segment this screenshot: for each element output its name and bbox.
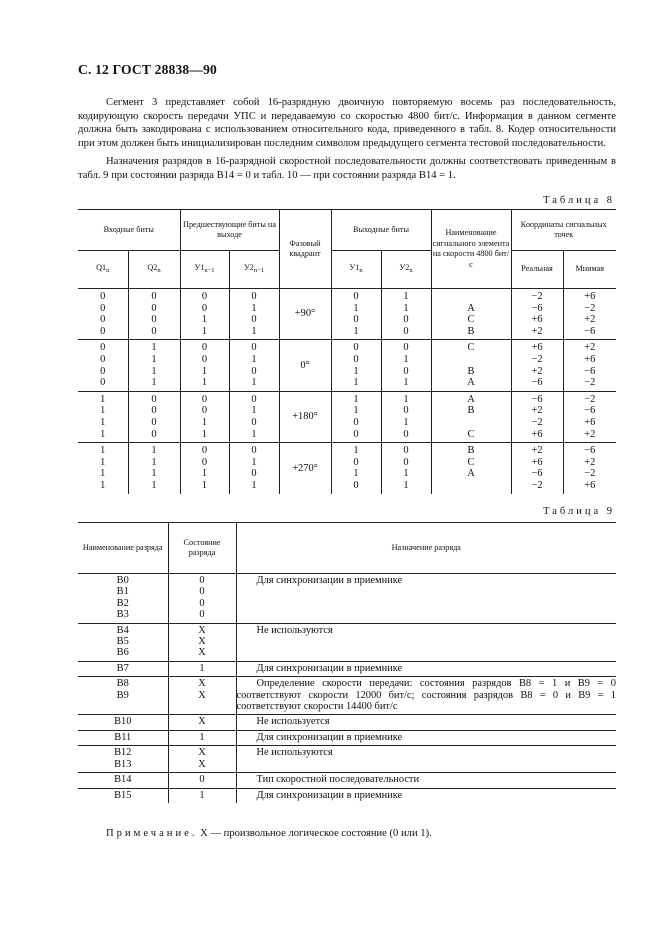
bit-purpose-cell — [236, 574, 616, 624]
cell-value: 0 — [201, 393, 208, 405]
cell-value: 0 — [201, 353, 208, 365]
table-9-caption: Таблица 9 — [543, 506, 615, 517]
bit-purpose-cell — [236, 661, 616, 676]
cell-value: 1 — [353, 445, 359, 457]
cell-value: +2 — [531, 325, 543, 337]
cell-value: 0 — [201, 445, 208, 457]
cell-value: С — [467, 342, 475, 354]
cell-value: 0 — [353, 416, 359, 428]
bit-purpose-cell — [236, 773, 616, 788]
cell-value: 1 — [251, 456, 257, 468]
cell-value: +6 — [584, 479, 596, 491]
cell-value: 0 — [100, 325, 106, 337]
cell-value: 1 — [201, 365, 208, 377]
cell-value: 1 — [151, 468, 157, 480]
table-9-row — [78, 623, 616, 661]
header-signal-element-name: Наименование сигнального элемента на скорости 4800 бит/с — [431, 210, 511, 289]
cell-value: +2 — [584, 428, 596, 440]
table-8-cell — [431, 391, 511, 442]
cell-value: 0 — [251, 445, 257, 457]
table-8-cell — [563, 340, 616, 391]
bit-purpose: Не используются — [256, 624, 333, 636]
cell-value: 0 — [151, 405, 157, 417]
cell-value: 1 — [100, 456, 106, 468]
cell-value: 0 — [353, 479, 359, 491]
cell-value: −2 — [584, 302, 596, 314]
table-8-cell — [511, 443, 563, 494]
bit-purpose: Для синхронизации в приемнике — [256, 789, 403, 801]
page-header: С. 12 ГОСТ 28838—90 — [78, 62, 217, 77]
cell-value: 1 — [201, 325, 208, 337]
bit-name-cell — [78, 746, 168, 773]
cell-value: +6 — [584, 291, 596, 302]
cell-value: 0 — [151, 314, 157, 326]
cell-value: 1 — [100, 428, 106, 440]
cell-value: 1 — [151, 479, 157, 491]
bit-state-cell — [168, 623, 236, 661]
bit-state: 1 — [199, 731, 205, 743]
bit-name: В13 — [114, 758, 132, 770]
cell-value: А — [467, 468, 475, 480]
cell-value: С — [467, 428, 475, 440]
note: Примечание. X — произвольное логическое состояние (0 или 1). — [106, 828, 432, 839]
table-8-cell — [229, 391, 279, 442]
cell-value: 0 — [151, 325, 157, 337]
bit-purpose: Не используются — [256, 747, 333, 759]
bit-state: 0 — [199, 774, 205, 786]
bit-name-cell — [78, 661, 168, 676]
cell-value: −2 — [584, 393, 596, 405]
bit-name: В8 — [116, 678, 129, 690]
table-9-row — [78, 788, 616, 803]
cell-value: 0 — [403, 325, 409, 337]
cell-value: +6 — [584, 353, 596, 365]
table-8-cell — [180, 443, 229, 494]
table-8-cell — [511, 340, 563, 391]
cell-value: −6 — [584, 405, 596, 417]
table-8-cell — [431, 340, 511, 391]
bit-name: В5 — [116, 636, 129, 648]
cell-value: 1 — [100, 416, 106, 428]
cell-value — [432, 291, 511, 303]
cell-value: −6 — [531, 468, 543, 480]
bit-name: В9 — [116, 689, 129, 701]
cell-value: 0 — [151, 416, 157, 428]
header-y2-prev: $У2_{n-1}$ — [229, 251, 279, 289]
cell-value: 1 — [353, 302, 359, 314]
cell-value: 0 — [353, 314, 359, 326]
cell-value: −6 — [584, 445, 596, 457]
bit-state: X — [198, 647, 206, 659]
cell-value: 0 — [251, 468, 257, 480]
header-phase-quadrant: Фазовый квадрант — [279, 210, 331, 289]
cell-value: 1 — [251, 302, 257, 314]
bit-state: 0 — [199, 586, 205, 598]
bit-state: X — [198, 624, 206, 636]
cell-value: В — [467, 325, 475, 337]
cell-value: +6 — [531, 456, 543, 468]
bit-purpose: Не используется — [256, 716, 330, 728]
cell-value: 1 — [353, 365, 359, 377]
bit-name-cell — [78, 788, 168, 803]
bit-name: В7 — [116, 662, 129, 674]
bit-state: X — [198, 678, 206, 690]
cell-value: 1 — [403, 353, 409, 365]
bit-state-cell — [168, 574, 236, 624]
cell-value: 0 — [353, 342, 359, 354]
table-8-cell — [331, 340, 381, 391]
table-8-cell — [563, 443, 616, 494]
cell-value: А — [467, 302, 475, 314]
header-real: Реальная — [511, 251, 563, 289]
cell-value: 1 — [403, 291, 409, 302]
cell-value: +2 — [584, 456, 596, 468]
bit-state: X — [198, 747, 206, 759]
cell-value: 0 — [403, 405, 409, 417]
cell-value: С — [467, 314, 475, 326]
bit-state: 1 — [199, 662, 205, 674]
table-8-cell — [511, 391, 563, 442]
bit-purpose-cell — [236, 715, 616, 730]
cell-value: 0 — [201, 456, 208, 468]
cell-value: 1 — [353, 325, 359, 337]
paragraph-1: Сегмент 3 представляет собой 16-разрядную двоичную повторяемую восемь раз последовательность, кодирующую скорость передачи УПС и передаваемую со скоростью 4800 бит/с. Информация в данном сегменте должна быть закодирована с использованием относительного кода, приведенного в табл. 8. Кодер относительности при этом должен быть инициализирован последним символом предыдущего сегмента тестовой последовательности. — [78, 97, 616, 149]
cell-value: 0 — [251, 342, 257, 354]
header-input-bits: Входные биты — [78, 210, 180, 251]
bit-purpose-cell — [236, 788, 616, 803]
cell-value: 0 — [251, 291, 257, 302]
cell-value: 1 — [100, 393, 106, 405]
bit-name-cell — [78, 623, 168, 661]
header-q1: $Q1_n$ — [96, 262, 110, 274]
cell-value: 0 — [251, 416, 257, 428]
bit-purpose: Для синхронизации в приемнике — [256, 731, 403, 743]
table-8-cell — [78, 391, 128, 442]
table-9-row — [78, 773, 616, 788]
table-8-cell — [331, 289, 381, 340]
table-8-cell — [331, 391, 381, 442]
cell-value: +2 — [584, 314, 596, 326]
table-8-cell — [511, 289, 563, 340]
cell-value: 0 — [353, 456, 359, 468]
cell-value: 0 — [403, 445, 409, 457]
cell-value: 1 — [353, 393, 359, 405]
header-q2: $Q2_n$ — [128, 251, 180, 289]
bit-name: В6 — [116, 647, 129, 659]
cell-value: 1 — [151, 456, 157, 468]
bit-state: 0 — [199, 575, 205, 586]
cell-value: +6 — [584, 416, 596, 428]
cell-value: 1 — [201, 314, 208, 326]
table-8-caption: Таблица 8 — [543, 195, 615, 206]
phase-quadrant-cell: +90° — [279, 289, 331, 340]
cell-value: В — [467, 445, 475, 457]
table-9-row — [78, 677, 616, 715]
cell-value: 0 — [151, 393, 157, 405]
table-8-cell — [381, 289, 431, 340]
table-8-cell — [180, 340, 229, 391]
bit-state-cell — [168, 746, 236, 773]
cell-value: 0 — [100, 291, 106, 302]
cell-value: А — [467, 377, 475, 389]
bit-name: В0 — [116, 575, 129, 586]
cell-value: +6 — [531, 342, 543, 354]
cell-value: 1 — [100, 445, 106, 457]
cell-value: −6 — [531, 302, 543, 314]
bit-purpose: Для синхронизации в приемнике — [256, 575, 403, 586]
cell-value: 1 — [151, 445, 157, 457]
cell-value: 1 — [201, 377, 208, 389]
cell-value: 1 — [403, 479, 409, 491]
cell-value: 1 — [100, 479, 106, 491]
cell-value: 1 — [403, 468, 409, 480]
bit-state-cell — [168, 661, 236, 676]
cell-value: 0 — [201, 405, 208, 417]
bit-purpose: Для синхронизации в приемнике — [256, 662, 403, 674]
cell-value: 1 — [353, 377, 359, 389]
bit-name: В15 — [114, 789, 132, 801]
cell-value: +2 — [531, 405, 543, 417]
cell-value: +2 — [584, 342, 596, 354]
table-8-cell — [229, 289, 279, 340]
cell-value: 1 — [403, 377, 409, 389]
cell-value: −2 — [584, 468, 596, 480]
cell-value: 0 — [151, 428, 157, 440]
bit-state-cell — [168, 730, 236, 745]
cell-value: 0 — [100, 377, 106, 389]
table-8-cell — [128, 391, 180, 442]
cell-value: 0 — [100, 302, 106, 314]
cell-value: −2 — [531, 291, 543, 302]
cell-value: 0 — [201, 302, 208, 314]
cell-value: 1 — [151, 353, 157, 365]
cell-value: 1 — [251, 479, 257, 491]
cell-value: А — [467, 393, 475, 405]
cell-value: 1 — [201, 468, 208, 480]
bit-state-cell — [168, 788, 236, 803]
cell-value: +6 — [531, 428, 543, 440]
table-8-cell — [78, 340, 128, 391]
bit-name: В4 — [116, 624, 129, 636]
bit-state: X — [198, 716, 206, 728]
phase-quadrant-cell: +180° — [279, 391, 331, 442]
bit-name: В2 — [116, 597, 129, 609]
cell-value: +2 — [531, 445, 543, 457]
bit-purpose-cell — [236, 746, 616, 773]
cell-value: −2 — [584, 377, 596, 389]
table-8-cell — [331, 443, 381, 494]
table-8-cell — [229, 340, 279, 391]
cell-value: 1 — [100, 468, 106, 480]
cell-value: 1 — [251, 428, 257, 440]
cell-value: −6 — [531, 393, 543, 405]
cell-value: 0 — [100, 314, 106, 326]
cell-value — [432, 354, 511, 366]
table-8-cell — [563, 391, 616, 442]
bit-name: В11 — [114, 731, 132, 743]
cell-value: 0 — [403, 314, 409, 326]
table-9-row — [78, 661, 616, 676]
table-8-cell — [431, 443, 511, 494]
bit-name: В3 — [116, 609, 129, 621]
table-8-cell — [78, 443, 128, 494]
cell-value: −2 — [531, 353, 543, 365]
cell-value: С — [467, 456, 475, 468]
cell-value: 0 — [403, 365, 409, 377]
phase-quadrant-cell: +270° — [279, 443, 331, 494]
cell-value: 0 — [353, 291, 359, 302]
cell-value: 1 — [251, 325, 257, 337]
header-bit-purpose: Назначение разряда — [236, 523, 616, 574]
cell-value: 0 — [403, 342, 409, 354]
cell-value: 1 — [403, 302, 409, 314]
bit-name-cell — [78, 715, 168, 730]
table-8-group — [78, 391, 616, 442]
header-prev-output-bits: Предшествующие биты на выходе — [180, 210, 279, 251]
cell-value: 1 — [403, 393, 409, 405]
table-8-cell — [128, 443, 180, 494]
table-9-row — [78, 574, 616, 624]
bit-purpose: Определение скорости передачи: состояния разрядов В8 = 1 и В9 = 0 соответствуют скорости 12000 бит/с; состояния разрядов В8 = 0 и В9 = 1 соответствуют скорости 14400 бит/с — [236, 678, 616, 713]
table-8-cell — [381, 391, 431, 442]
table-8-cell — [180, 391, 229, 442]
table-8-cell — [128, 340, 180, 391]
cell-value — [432, 480, 511, 492]
cell-value: −6 — [531, 377, 543, 389]
cell-value: 0 — [251, 314, 257, 326]
table-8-cell — [128, 289, 180, 340]
table-9 — [78, 522, 616, 803]
bit-name: В12 — [114, 747, 132, 759]
header-y2: $У2_n$ — [381, 251, 431, 289]
cell-value: 1 — [251, 405, 257, 417]
cell-value: 1 — [201, 416, 208, 428]
bit-state-cell — [168, 773, 236, 788]
cell-value: 1 — [251, 353, 257, 365]
cell-value: 0 — [100, 353, 106, 365]
table-8-cell — [381, 340, 431, 391]
cell-value: 0 — [353, 353, 359, 365]
bit-state: X — [198, 689, 206, 701]
cell-value: 0 — [403, 456, 409, 468]
cell-value: В — [467, 365, 475, 377]
header-bit-name: Наименование разряда — [82, 542, 163, 552]
bit-state-cell — [168, 677, 236, 715]
cell-value: 0 — [251, 393, 257, 405]
cell-value: 1 — [100, 405, 106, 417]
header-y1: $У1_n$ — [331, 251, 381, 289]
cell-value: −2 — [531, 479, 543, 491]
table-9-row — [78, 715, 616, 730]
cell-value: 0 — [100, 365, 106, 377]
cell-value: 0 — [151, 302, 157, 314]
bit-state-cell — [168, 715, 236, 730]
paragraph-2: Назначения разрядов в 16-разрядной скоростной последовательности должны соответствовать приведенным в табл. 9 при состоянии разряда В14 = 0 и табл. 10 — при состоянии разряда В14 = 1. — [78, 156, 616, 181]
table-8-cell — [563, 289, 616, 340]
header-imaginary: Мнимая — [563, 251, 616, 289]
table-8-group — [78, 443, 616, 494]
cell-value: 0 — [353, 428, 359, 440]
header-bit-state: Состояние разряда — [168, 523, 236, 574]
bit-state: X — [198, 758, 206, 770]
bit-state: 0 — [199, 597, 205, 609]
table-8-group — [78, 289, 616, 340]
cell-value: −2 — [531, 416, 543, 428]
table-8-cell — [78, 289, 128, 340]
cell-value: В — [467, 405, 475, 417]
header-output-bits: Выходные биты — [331, 210, 431, 251]
table-8-group — [78, 340, 616, 391]
table-8-cell — [180, 289, 229, 340]
cell-value: 1 — [403, 416, 409, 428]
cell-value: 1 — [201, 479, 208, 491]
cell-value: 0 — [100, 342, 106, 354]
cell-value: 1 — [353, 405, 359, 417]
bit-name: В1 — [116, 586, 129, 598]
bit-name-cell — [78, 773, 168, 788]
phase-quadrant-cell: 0° — [279, 340, 331, 391]
cell-value: 1 — [353, 468, 359, 480]
bit-name-cell — [78, 574, 168, 624]
cell-value: 1 — [151, 342, 157, 354]
cell-value: 0 — [201, 342, 208, 354]
bit-purpose: Тип скоростной последовательности — [256, 774, 420, 786]
bit-purpose-cell — [236, 623, 616, 661]
table-8-cell — [431, 289, 511, 340]
cell-value: 1 — [151, 365, 157, 377]
table-9-row — [78, 746, 616, 773]
bit-name-cell — [78, 677, 168, 715]
bit-purpose-cell — [236, 677, 616, 715]
cell-value: 1 — [151, 377, 157, 389]
table-9-row — [78, 730, 616, 745]
table-8 — [78, 209, 616, 494]
cell-value: −6 — [584, 365, 596, 377]
cell-value: 1 — [251, 377, 257, 389]
header-signal-coordinates: Координаты сигнальных точек — [511, 210, 616, 251]
table-8-cell — [229, 443, 279, 494]
cell-value: 1 — [201, 428, 208, 440]
bit-state: 1 — [199, 789, 205, 801]
header-y1-prev: $У1_{n-1}$ — [180, 251, 229, 289]
cell-value: 0 — [201, 291, 208, 302]
table-8-cell — [381, 443, 431, 494]
bit-name: В14 — [114, 774, 132, 786]
cell-value: 0 — [151, 291, 157, 302]
cell-value — [432, 417, 511, 429]
cell-value: 0 — [403, 428, 409, 440]
cell-value: 0 — [251, 365, 257, 377]
cell-value: +2 — [531, 365, 543, 377]
bit-name-cell — [78, 730, 168, 745]
bit-purpose-cell — [236, 730, 616, 745]
bit-name: В10 — [114, 716, 132, 728]
cell-value: −6 — [584, 325, 596, 337]
bit-state: 0 — [199, 609, 205, 621]
bit-state: X — [198, 636, 206, 648]
cell-value: +6 — [531, 314, 543, 326]
